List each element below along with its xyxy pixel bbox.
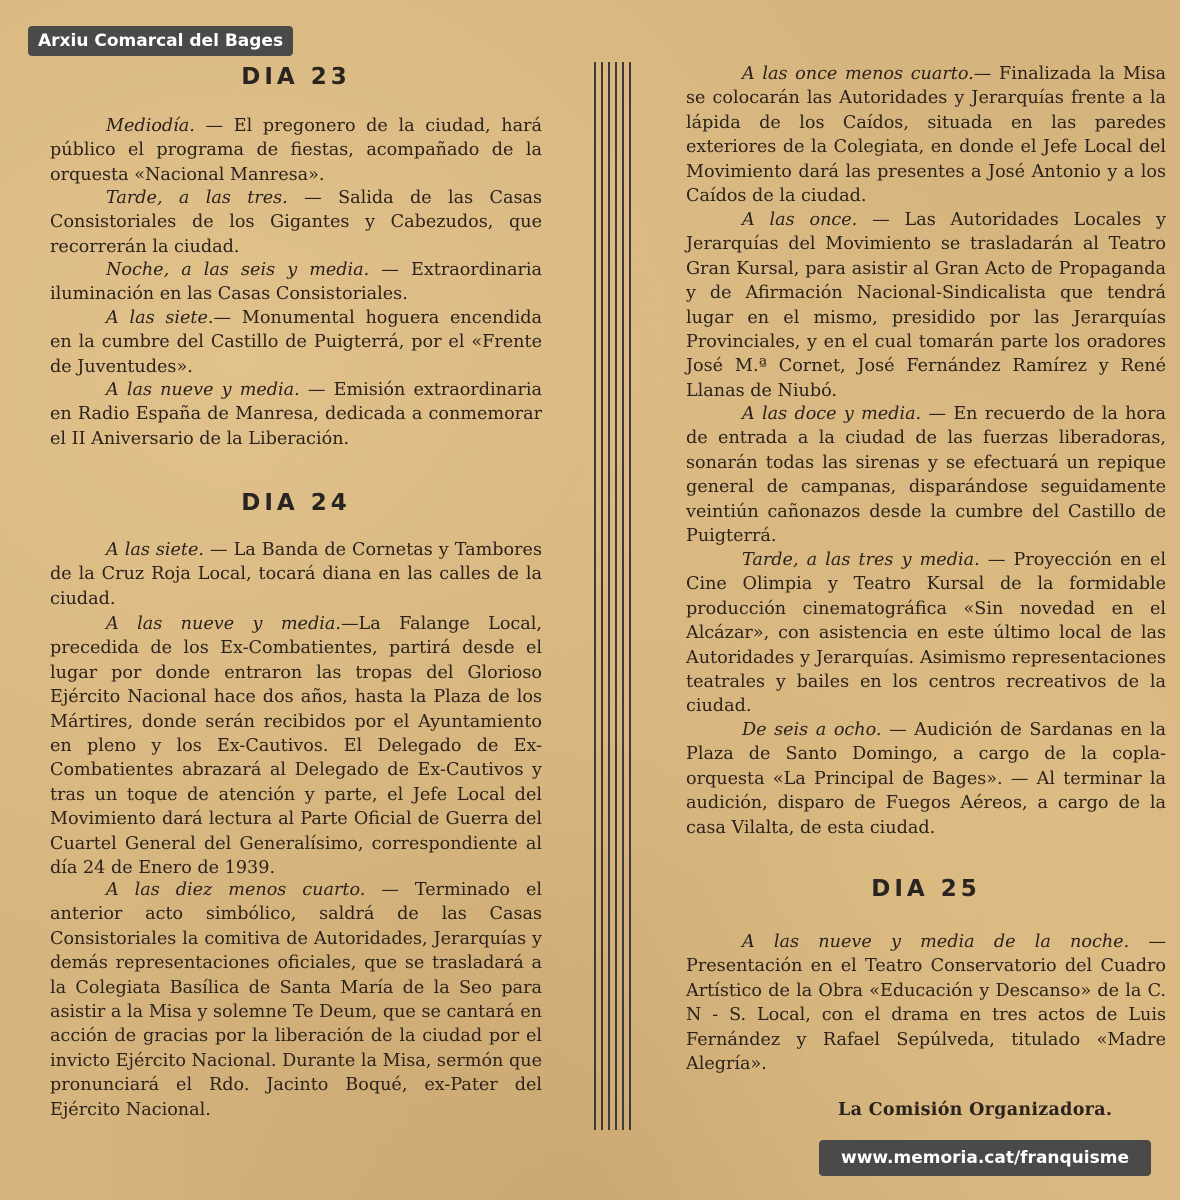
program-entry: A las siete.— Monumental hoguera encendida en la cumbre del Castillo de Puigterrá, por el «Frente de Juventudes». bbox=[50, 308, 542, 377]
signature: La Comisión Organizadora. bbox=[838, 1100, 1113, 1120]
program-entry: De seis a ocho. — Audición de Sardanas en la Plaza de Santo Domingo, a cargo de la copla-orquesta «La Principal de Bages». — Al terminar la audición, disparo de Fuegos Aéreos, a cargo de la casa Vilalta, de esta ciudad. bbox=[686, 720, 1166, 838]
program-entry: A las nueve y media. — Emisión extraordinaria en Radio España de Manresa, dedicada a conmemorar el II Aniversario de la Liberación. bbox=[50, 380, 542, 449]
archive-watermark: Arxiu Comarcal del Bages bbox=[28, 26, 293, 56]
program-entry: A las once menos cuarto.— Finalizada la Misa se colocarán las Autoridades y Jerarquías frente a la lápida de los Caídos, situada en las paredes exteriores de la Colegiata, en donde el Jefe Local del Movimiento dará las presentes a José Antonio y a los Caídos de la ciudad. bbox=[686, 64, 1166, 207]
program-entry: A las nueve y media de la noche. — Presentación en el Teatro Conservatorio del Cuadro Artístico de la Obra «Educación y Descanso» de la C. N - S. Local, con el drama en tres actos de Luis Fernández y Rafael Sepúlveda, titulado «Madre Alegría». bbox=[686, 932, 1166, 1075]
program-entry: Tarde, a las tres y media. — Proyección en el Cine Olimpia y Teatro Kursal de la formidable producción cinematográfica «Sin novedad en el Alcázar», con asistencia en este último local de las Autoridades y Jerarquías. Asimismo representaciones teatrales y bailes en los centros recreativos de la ciudad. bbox=[686, 550, 1167, 717]
fold-lines bbox=[592, 62, 632, 1130]
heading-dia-25: DIA 25 bbox=[871, 876, 981, 902]
website-watermark: www.memoria.cat/franquisme bbox=[819, 1140, 1151, 1176]
program-entry: A las once. — Las Autoridades Locales y Jerarquías del Movimiento se trasladarán al Teatro Gran Kursal, para asistir al Gran Acto de Propaganda y de Afirmación Nacional-Sindicalista que tendrá lugar en el mismo, presidido por las Jerarquías Provinciales, y en el cual tomarán parte los oradores José M.ª Cornet, José Fernández Ramírez y René Llanas de Niubó. bbox=[686, 210, 1166, 401]
program-entry: A las diez menos cuarto. — Terminado el anterior acto simbólico, saldrá de las Casas Consistoriales la comitiva de Autoridades, Jerarquías y demás representaciones oficiales, que se trasladará a la Colegiata Basílica de Santa María de la Seo para asistir a la Misa y solemne Te Deum, que se cantará en acción de gracias por la liberación de la ciudad por el invicto Ejército Nacional. Durante la Misa, sermón que pronunciará el Rdo. Jacinto Boqué, ex-Pater del Ejército Nacional. bbox=[50, 880, 542, 1120]
program-entry: Mediodía. — El pregonero de la ciudad, hará público el programa de fiestas, acompañado de la orquesta «Nacional Manresa». bbox=[50, 116, 542, 185]
heading-dia-23: DIA 23 bbox=[241, 64, 351, 90]
heading-dia-24: DIA 24 bbox=[241, 490, 351, 516]
program-entry: A las nueve y media.—La Falange Local, precedida de los Ex-Combatientes, partirá desde el lugar por donde entraron las tropas del Glorioso Ejército Nacional hace dos años, hasta la Plaza de los Mártires, donde serán recibidos por el Ayuntamiento en pleno y los Ex-Cautivos. El Delegado de Ex-Combatientes abrazará al Delegado de Ex-Cautivos y tras un toque de atención y parte, el Jefe Local del Movimiento dará lectura al Parte Oficial de Guerra del Cuartel General del Generalísimo, correspondiente al día 24 de Enero de 1939. bbox=[50, 614, 542, 879]
program-entry: A las doce y media. — En recuerdo de la hora de entrada a la ciudad de las fuerzas liberadoras, sonarán todas las sirenas y se efectuará un repique general de campanas, disparándose seguidamente veintiún cañonazos desde la cumbre del Castillo de Puigterrá. bbox=[686, 404, 1166, 547]
program-entry: Tarde, a las tres. — Salida de las Casas Consistoriales de los Gigantes y Cabezudos, que recorrerán la ciudad. bbox=[50, 188, 543, 257]
program-entry: A las siete. — La Banda de Cornetas y Tambores de la Cruz Roja Local, tocará diana en las calles de la ciudad. bbox=[50, 540, 542, 609]
program-entry: Noche, a las seis y media. — Extraordinaria iluminación en las Casas Consistoriales. bbox=[50, 260, 542, 305]
